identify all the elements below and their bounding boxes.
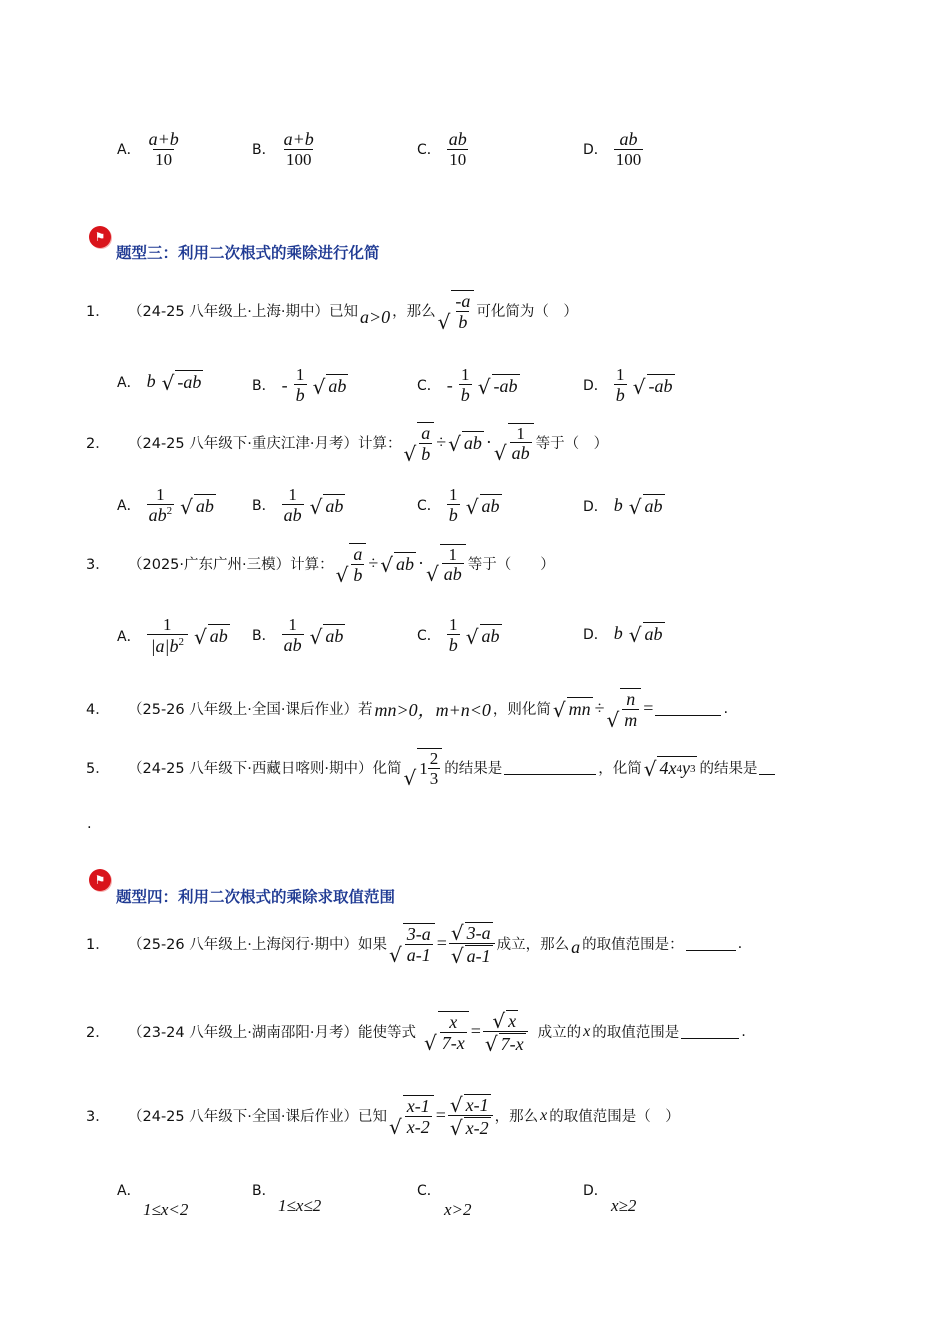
question-text: 的取值范围是：: [582, 937, 684, 954]
sign: -: [446, 374, 453, 395]
fraction: $\frac{1}{b}$: [448, 485, 458, 525]
option-label: A．: [117, 142, 141, 159]
question-number: 3．: [86, 557, 110, 574]
question-text: 的取值范围是: [592, 1025, 680, 1042]
radical: √ ab: [628, 495, 663, 519]
question-number: 1．: [86, 937, 110, 954]
radical: √ 1 $\frac{2}{3}$: [403, 748, 442, 788]
option-a: [117, 616, 230, 656]
fraction: $\frac{-a}{b}$: [455, 291, 471, 332]
option-label: C．: [417, 498, 441, 515]
punctuation: .: [737, 935, 743, 952]
radical: √ x-2: [449, 1115, 489, 1140]
question-number: 2．: [86, 1025, 110, 1042]
operator: =: [470, 1021, 481, 1042]
radical: √ 4x 4 y 3: [643, 757, 696, 782]
answer-blank[interactable]: [686, 936, 736, 951]
operator: =: [435, 1105, 446, 1126]
answer-blank[interactable]: [504, 760, 596, 775]
question-1: [86, 290, 578, 332]
question-text: 的取值范围是（ ）: [549, 1109, 680, 1126]
question-text: 的结果是: [444, 761, 503, 778]
punctuation: .: [87, 816, 92, 832]
option-label: C．: [417, 142, 441, 159]
punctuation: .: [723, 700, 729, 717]
question-text: 成立的: [537, 1025, 582, 1042]
question-number: 4．: [86, 702, 110, 719]
question-number: 2．: [86, 436, 110, 453]
question-5: [86, 748, 775, 788]
radical: √ $\frac{x}{7-x}$: [424, 1011, 469, 1053]
section-title: 题型四：利用二次根式的乘除求取值范围: [116, 888, 396, 906]
operator: ÷: [368, 553, 379, 574]
fraction: $\frac{a+b}{10}$: [148, 129, 179, 169]
denominator: |a|b: [150, 635, 179, 656]
radical: √ -ab: [161, 371, 202, 395]
option-label: D．: [583, 626, 608, 643]
punctuation: .: [741, 1023, 746, 1040]
option-b: [252, 1180, 321, 1216]
question-3: [86, 543, 555, 585]
question-text: ，则化简: [492, 702, 551, 719]
operator: ·: [485, 432, 492, 453]
question-3: [86, 1094, 680, 1138]
variable: x: [540, 1106, 548, 1124]
coefficient: b: [613, 495, 623, 515]
option-expression: 1≤x≤2: [278, 1196, 322, 1215]
radical: √ $\frac{1}{ab}$: [494, 423, 534, 464]
radical: √ -ab: [477, 374, 518, 399]
answer-blank[interactable]: [681, 1024, 739, 1039]
fraction: $\frac{1}{b}$: [448, 615, 458, 655]
question-text: ，那么: [494, 1109, 539, 1126]
radicand: 4x: [659, 758, 677, 779]
radical: √ x-1: [449, 1092, 489, 1117]
option-label: B．: [252, 1183, 276, 1199]
radical: √ -ab: [632, 374, 673, 399]
question-text: ，化简: [598, 761, 642, 778]
fraction: [483, 1010, 528, 1054]
option-a: [117, 130, 181, 169]
variable: a: [571, 937, 581, 958]
fraction: $\frac{1}{ab}$: [443, 544, 462, 585]
fraction: $\frac{x}{7-x}$: [441, 1012, 465, 1053]
option-c: [417, 366, 520, 405]
fraction: $\frac{1}{b}$: [460, 365, 470, 405]
question-source: （25-26 八年级上·上海闵行·期中）如果: [128, 937, 387, 954]
radical: √ $\frac{-a}{b}$: [438, 290, 475, 332]
option-b: [252, 130, 316, 169]
option-label: B．: [252, 378, 276, 395]
fraction: $\frac{ab}{10}$: [448, 129, 467, 169]
option-label: B．: [252, 142, 276, 159]
option-label: A．: [117, 498, 141, 515]
question-source: （24-25 八年级上·上海·期中）已知: [128, 304, 358, 321]
variable: x: [583, 1022, 591, 1040]
operator: ·: [418, 553, 425, 574]
coefficient: b: [613, 623, 623, 643]
radical: √ a-1: [450, 943, 491, 968]
radical: √ $\frac{1}{ab}$: [426, 544, 466, 585]
option-label: A．: [117, 374, 141, 391]
section-title: 题型三：利用二次根式的乘除进行化简: [116, 244, 380, 262]
fraction: $\frac{a}{b}$: [353, 544, 363, 585]
operator: ÷: [436, 432, 447, 453]
option-label: C．: [417, 378, 441, 395]
question-source: （24-25 八年级下·全国·课后作业）已知: [128, 1109, 387, 1126]
fraction: $\frac{a+b}{100}$: [283, 129, 314, 169]
fraction: $\frac{3-a}{a-1}$: [406, 924, 431, 965]
radical: √ 7-x: [484, 1031, 524, 1056]
radical: √ ab: [180, 494, 214, 519]
question-text: 成立，那么: [496, 937, 570, 954]
radical: √ $\frac{n}{m}$: [607, 688, 642, 730]
fraction: [448, 1094, 493, 1138]
question-source: （24-25 八年级下·西藏日喀则·期中）化简: [128, 761, 402, 778]
option-c: [417, 486, 502, 525]
question-text: 等于（ ）: [467, 557, 555, 574]
radicand: y: [681, 758, 690, 779]
option-d: [583, 622, 665, 645]
whole-number: 1: [419, 758, 428, 778]
option-label: B．: [252, 628, 276, 645]
operator: =: [643, 698, 654, 719]
fraction: $\frac{n}{m}$: [624, 689, 638, 730]
option-label: D．: [583, 378, 608, 395]
denominator: ab: [148, 504, 167, 525]
question-source: （2025·广东广州·三模）计算：: [128, 557, 334, 574]
fraction: $\frac{ab}{100}$: [615, 129, 642, 169]
exponent: 3: [689, 762, 696, 775]
fraction: $\frac{x-1}{x-2}$: [406, 1096, 430, 1137]
option-c: [417, 616, 502, 655]
option-d: [583, 130, 643, 169]
option-expression: x≥2: [611, 1196, 637, 1215]
question-number: 1．: [86, 304, 110, 321]
radical: √ ab: [309, 624, 344, 649]
radical: √ ab: [309, 494, 344, 519]
radical: √ ab: [448, 432, 482, 457]
option-label: A．: [117, 1183, 141, 1199]
option-d: [583, 494, 665, 517]
option-b: [252, 366, 348, 405]
radical: √ $\frac{x-1}{x-2}$: [389, 1095, 434, 1137]
option-expression: 1≤x<2: [143, 1200, 189, 1219]
option-label: C．: [417, 628, 441, 645]
question-4: [86, 688, 728, 730]
radical: √ ab: [628, 623, 663, 647]
exponent: 4: [676, 762, 682, 775]
option-expression: x>2: [444, 1200, 472, 1219]
option-b: [252, 486, 345, 525]
fraction: $\frac{a}{b}$: [421, 423, 431, 464]
question-source: （24-25 八年级下·重庆江津·月考）计算：: [128, 436, 402, 453]
radical: √ $\frac{a}{b}$: [336, 543, 367, 585]
option-label: C．: [417, 1183, 441, 1199]
fraction: $\frac{1}{b}$: [295, 365, 305, 405]
radical: √ x: [492, 1008, 517, 1033]
coefficient: b: [146, 371, 156, 391]
fraction: $\frac{1}{ab^2}$: [148, 485, 173, 525]
exponent: 2: [166, 504, 173, 517]
option-label: D．: [583, 142, 608, 159]
option-a: [117, 1180, 188, 1220]
question-number: 5．: [86, 761, 110, 778]
radical: √ ab: [312, 374, 347, 399]
radical: √ mn: [552, 698, 591, 723]
fraction: $\frac{1}{b}$: [615, 365, 625, 405]
option-label: D．: [583, 498, 608, 515]
question-text: 的结果是: [699, 761, 758, 778]
question-text: ，那么: [392, 304, 436, 321]
sign: -: [281, 374, 288, 395]
option-d: [583, 1180, 636, 1216]
radical: √ $\frac{a}{b}$: [403, 422, 434, 464]
radical: √ ab: [380, 553, 415, 578]
math-condition: a>0: [359, 307, 391, 328]
option-d: [583, 366, 675, 405]
question-source: （23-24 八年级上·湖南邵阳·月考）能使等式: [128, 1025, 416, 1042]
fraction: $\frac{1}{ab}$: [283, 615, 302, 655]
question-2: [86, 1010, 746, 1054]
question-number: 3．: [86, 1109, 110, 1126]
option-c: [417, 130, 469, 169]
radical: √ $\frac{3-a}{a-1}$: [389, 923, 435, 965]
question-text: 等于（ ）: [535, 436, 609, 453]
radical: √ 3-a: [450, 920, 491, 945]
radical: √ ab: [465, 494, 500, 519]
math-condition: mn>0，m+n<0: [374, 699, 491, 720]
fraction: $\frac{1}{|a|b^2}$: [147, 616, 188, 656]
option-label: A．: [117, 628, 141, 645]
option-label: D．: [583, 1183, 608, 1199]
operator: =: [436, 933, 447, 954]
flag-icon: ⚑: [89, 226, 111, 248]
question-1: [86, 922, 742, 966]
radical: √ ab: [193, 625, 228, 650]
question-source: （25-26 八年级上·全国·课后作业）若: [128, 702, 373, 719]
question-text: 可化简为（ ）: [476, 304, 578, 321]
answer-blank[interactable]: [759, 760, 775, 775]
exponent: 2: [178, 635, 184, 648]
option-a: [117, 370, 203, 393]
option-label: B．: [252, 498, 276, 515]
fraction: $\frac{2}{3}$: [429, 749, 439, 788]
flag-icon: ⚑: [89, 869, 111, 891]
option-b: [252, 616, 345, 655]
option-c: [417, 1180, 472, 1220]
operator: ÷: [594, 698, 605, 719]
option-a: [117, 486, 216, 525]
question-2: [86, 422, 608, 464]
fraction: $\frac{1}{ab}$: [283, 485, 302, 525]
radical: √ ab: [465, 624, 500, 649]
fraction: [449, 922, 495, 966]
fraction: $\frac{1}{ab}$: [511, 423, 530, 464]
answer-blank[interactable]: [655, 701, 721, 716]
